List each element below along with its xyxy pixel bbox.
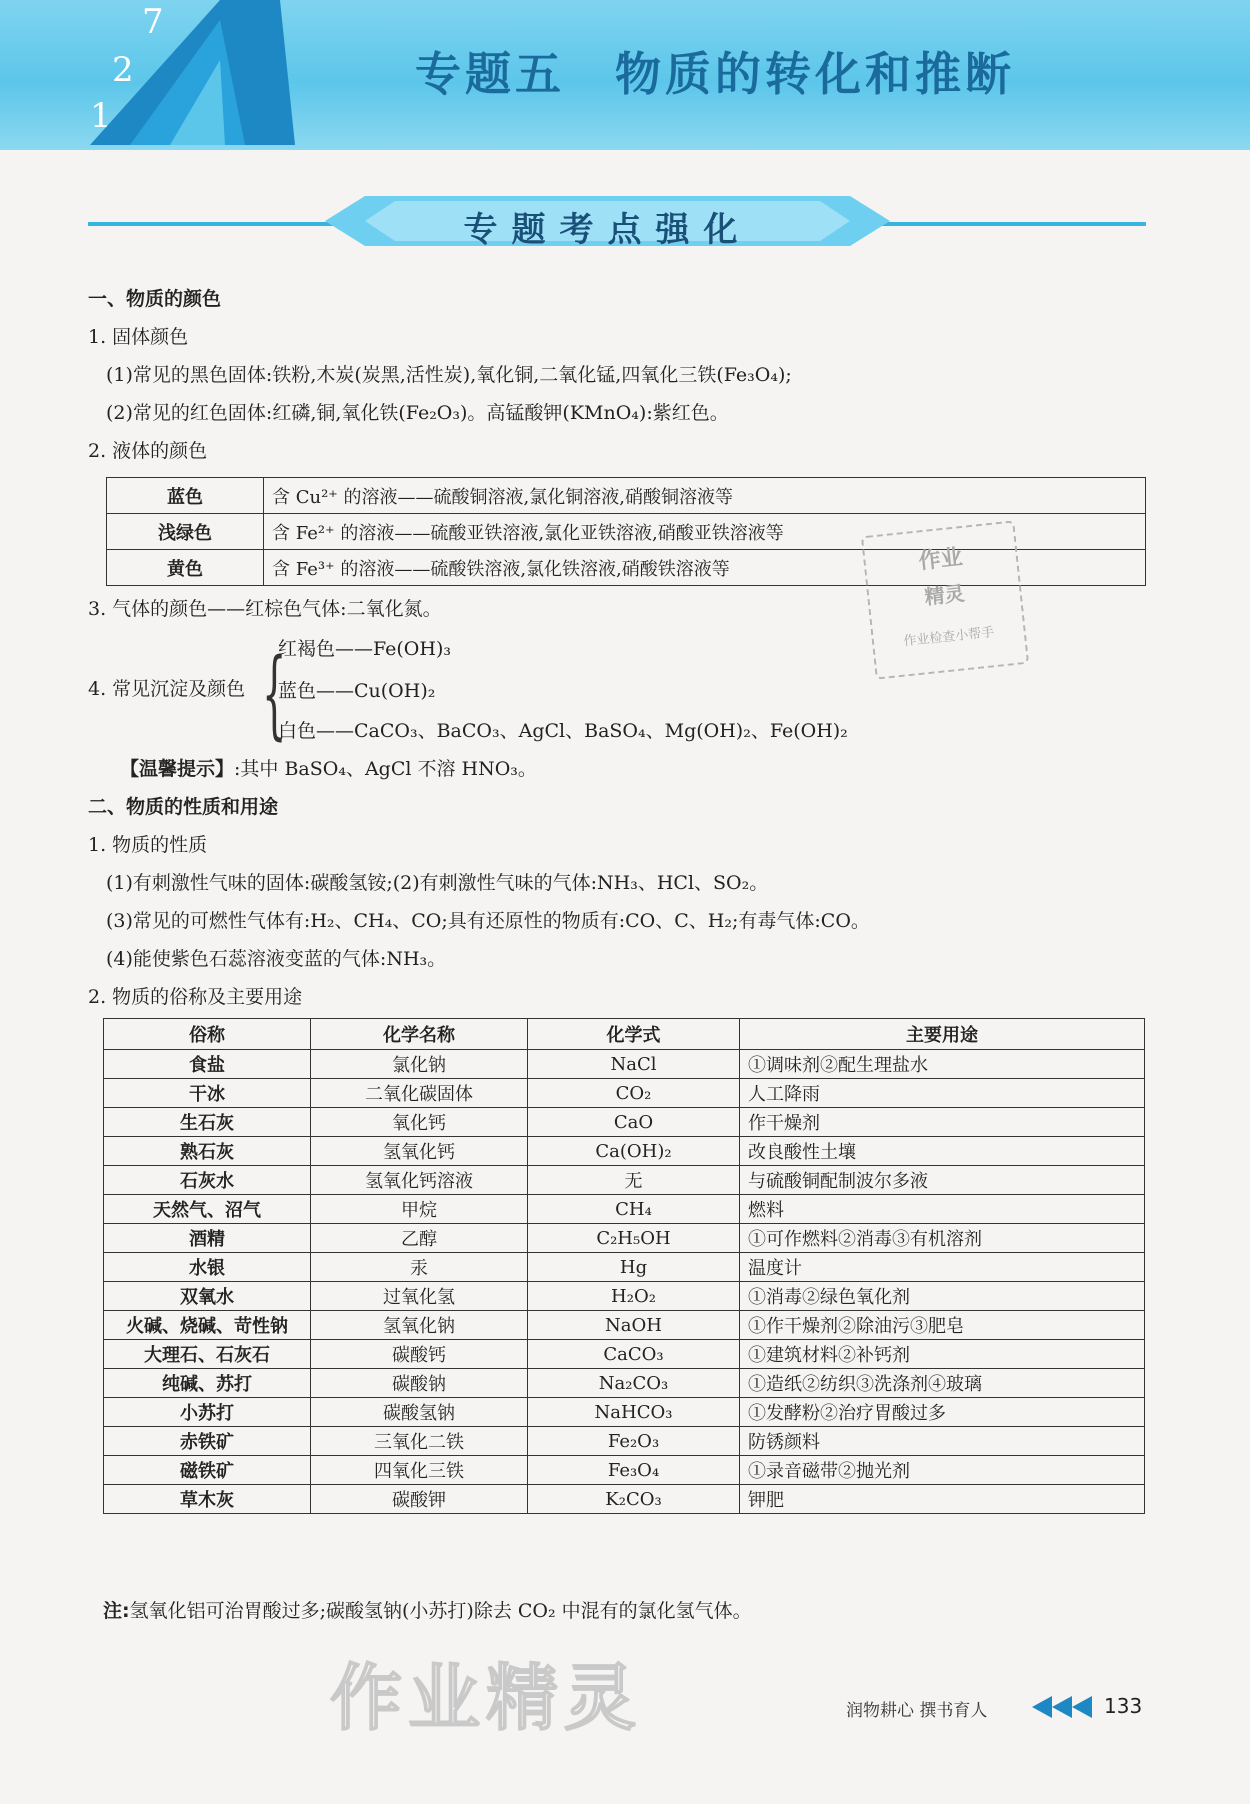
triangle-number-middle: 2 bbox=[112, 50, 134, 90]
chemical-name-cell: 氧化钙 bbox=[311, 1108, 528, 1137]
table-row bbox=[104, 1340, 1145, 1369]
section-divider-right bbox=[878, 222, 1146, 226]
section-banner bbox=[325, 196, 890, 250]
chemical-name-cell: 碳酸氢钠 bbox=[311, 1398, 528, 1427]
formula-cell: Fe₂O₃ bbox=[528, 1427, 740, 1456]
liquid-desc-cell: 含 Fe³⁺ 的溶液——硫酸铁溶液,氯化铁溶液,硝酸铁溶液等 bbox=[264, 550, 1146, 586]
common-name-cell: 磁铁矿 bbox=[104, 1456, 311, 1485]
formula-cell: NaHCO₃ bbox=[528, 1398, 740, 1427]
usage-cell: ①作干燥剂②除油污③肥皂 bbox=[740, 1311, 1145, 1340]
note-line bbox=[103, 1600, 752, 1623]
usage-cell: ①可作燃料②消毒③有机溶剂 bbox=[740, 1224, 1145, 1253]
usage-cell: 人工降雨 bbox=[740, 1079, 1145, 1108]
liquid-desc-cell: 含 Fe²⁺ 的溶液——硫酸亚铁溶液,氯化亚铁溶液,硝酸亚铁溶液等 bbox=[264, 514, 1146, 550]
table-row bbox=[104, 1166, 1145, 1195]
part1-s1-line1: (1)常见的黑色固体:铁粉,木炭(炭黑,活性炭),氧化铜,二氧化锰,四氧化三铁(Fe₃O₄); bbox=[106, 364, 792, 386]
page-title: 专题五 物质的转化和推断 bbox=[415, 47, 1015, 101]
part2-heading: 二、物质的性质和用途 bbox=[88, 796, 279, 818]
chemical-name-cell: 汞 bbox=[311, 1253, 528, 1282]
usage-cell: 防锈颜料 bbox=[740, 1427, 1145, 1456]
usage-cell: 钾肥 bbox=[740, 1485, 1145, 1514]
column-header: 化学名称 bbox=[311, 1019, 528, 1050]
tip-label: 【温馨提示】 bbox=[120, 758, 235, 780]
chemical-name-cell: 甲烷 bbox=[311, 1195, 528, 1224]
part1-s4-title: 4. 常见沉淀及颜色 bbox=[88, 678, 246, 700]
homework-stamp bbox=[861, 520, 1029, 679]
stamp-line3: 作业检查小帮手 bbox=[902, 625, 995, 650]
common-names-table-body bbox=[104, 1050, 1145, 1514]
triangle-number-top: 7 bbox=[142, 2, 164, 42]
header-banner bbox=[0, 0, 1250, 150]
formula-cell: C₂H₅OH bbox=[528, 1224, 740, 1253]
formula-cell: K₂CO₃ bbox=[528, 1485, 740, 1514]
common-name-cell: 水银 bbox=[104, 1253, 311, 1282]
usage-cell: ①发酵粉②治疗胃酸过多 bbox=[740, 1398, 1145, 1427]
common-name-cell: 小苏打 bbox=[104, 1398, 311, 1427]
usage-cell: ①录音磁带②抛光剂 bbox=[740, 1456, 1145, 1485]
usage-cell: ①建筑材料②补钙剂 bbox=[740, 1340, 1145, 1369]
footer-slogan: 润物耕心 撰书育人 bbox=[846, 1701, 988, 1721]
tip-line bbox=[120, 758, 537, 781]
chemical-name-cell: 氢氧化钠 bbox=[311, 1311, 528, 1340]
chemical-name-cell: 四氧化三铁 bbox=[311, 1456, 528, 1485]
chemical-name-cell: 碳酸钾 bbox=[311, 1485, 528, 1514]
formula-cell: Na₂CO₃ bbox=[528, 1369, 740, 1398]
triple-arrow-icon bbox=[1030, 1694, 1096, 1720]
table-row bbox=[104, 1282, 1145, 1311]
part1-s4-branch3: 白色——CaCO₃、BaCO₃、AgCl、BaSO₄、Mg(OH)₂、Fe(OH)₂ bbox=[278, 720, 848, 742]
note-label: 注: bbox=[103, 1600, 130, 1622]
tip-text: :其中 BaSO₄、AgCl 不溶 HNO₃。 bbox=[234, 758, 537, 780]
table-row bbox=[104, 1224, 1145, 1253]
usage-cell: ①调味剂②配生理盐水 bbox=[740, 1050, 1145, 1079]
note-text: 氢氧化铝可治胃酸过多;碳酸氢钠(小苏打)除去 CO₂ 中混有的氯化氢气体。 bbox=[129, 1600, 752, 1622]
formula-cell: 无 bbox=[528, 1166, 740, 1195]
watermark: 作业精灵 bbox=[330, 1656, 643, 1740]
common-name-cell: 石灰水 bbox=[104, 1166, 311, 1195]
table-row bbox=[107, 478, 1146, 514]
chemical-name-cell: 氯化钠 bbox=[311, 1050, 528, 1079]
stamp-line2: 精灵 bbox=[923, 581, 966, 610]
common-name-cell: 赤铁矿 bbox=[104, 1427, 311, 1456]
common-name-cell: 熟石灰 bbox=[104, 1137, 311, 1166]
part1-s1-line2: (2)常见的红色固体:红磷,铜,氧化铁(Fe₂O₃)。高锰酸钾(KMnO₄):紫红色。 bbox=[106, 402, 729, 424]
liquid-desc-cell: 含 Cu²⁺ 的溶液——硫酸铜溶液,氯化铜溶液,硝酸铜溶液等 bbox=[264, 478, 1146, 514]
formula-cell: Ca(OH)₂ bbox=[528, 1137, 740, 1166]
common-name-cell: 双氧水 bbox=[104, 1282, 311, 1311]
liquid-color-cell: 浅绿色 bbox=[107, 514, 264, 550]
page-number: 133 bbox=[1104, 1694, 1143, 1718]
common-names-table bbox=[103, 1018, 1145, 1514]
part1-s4-branch2: 蓝色——Cu(OH)₂ bbox=[278, 680, 436, 702]
brace-icon: { bbox=[262, 638, 287, 750]
chemical-name-cell: 二氧化碳固体 bbox=[311, 1079, 528, 1108]
common-name-cell: 生石灰 bbox=[104, 1108, 311, 1137]
usage-cell: 作干燥剂 bbox=[740, 1108, 1145, 1137]
part2-s1-line1: (1)有刺激性气味的固体:碳酸氢铵;(2)有刺激性气味的气体:NH₃、HCl、SO₂。 bbox=[106, 872, 769, 894]
part2-s2-title: 2. 物质的俗称及主要用途 bbox=[88, 986, 303, 1008]
formula-cell: Fe₃O₄ bbox=[528, 1456, 740, 1485]
table-header-row bbox=[104, 1019, 1145, 1050]
part2-s1-line3: (4)能使紫色石蕊溶液变蓝的气体:NH₃。 bbox=[106, 948, 447, 970]
formula-cell: NaCl bbox=[528, 1050, 740, 1079]
column-header: 主要用途 bbox=[740, 1019, 1145, 1050]
common-name-cell: 天然气、沼气 bbox=[104, 1195, 311, 1224]
table-row bbox=[104, 1485, 1145, 1514]
table-row bbox=[104, 1369, 1145, 1398]
chemical-name-cell: 碳酸钠 bbox=[311, 1369, 528, 1398]
common-name-cell: 纯碱、苏打 bbox=[104, 1369, 311, 1398]
table-row bbox=[104, 1398, 1145, 1427]
column-header: 化学式 bbox=[528, 1019, 740, 1050]
formula-cell: NaOH bbox=[528, 1311, 740, 1340]
common-name-cell: 酒精 bbox=[104, 1224, 311, 1253]
table-row bbox=[104, 1456, 1145, 1485]
liquid-color-cell: 蓝色 bbox=[107, 478, 264, 514]
common-name-cell: 草木灰 bbox=[104, 1485, 311, 1514]
part2-s1-line2: (3)常见的可燃性气体有:H₂、CH₄、CO;具有还原性的物质有:CO、C、H₂;有毒气体:CO。 bbox=[106, 910, 870, 932]
usage-cell: ①造纸②纺织③洗涤剂④玻璃 bbox=[740, 1369, 1145, 1398]
part1-s2-title: 2. 液体的颜色 bbox=[88, 440, 208, 462]
part2-s1-title: 1. 物质的性质 bbox=[88, 834, 208, 856]
chemical-name-cell: 氢氧化钙 bbox=[311, 1137, 528, 1166]
common-name-cell: 大理石、石灰石 bbox=[104, 1340, 311, 1369]
common-name-cell: 食盐 bbox=[104, 1050, 311, 1079]
formula-cell: H₂O₂ bbox=[528, 1282, 740, 1311]
usage-cell: 燃料 bbox=[740, 1195, 1145, 1224]
triangle-number-bottom: 1 bbox=[90, 96, 112, 136]
section-divider-left bbox=[88, 222, 338, 226]
table-row bbox=[104, 1137, 1145, 1166]
liquid-color-cell: 黄色 bbox=[107, 550, 264, 586]
formula-cell: CaCO₃ bbox=[528, 1340, 740, 1369]
table-row bbox=[104, 1427, 1145, 1456]
formula-cell: CO₂ bbox=[528, 1079, 740, 1108]
chemical-name-cell: 过氧化氢 bbox=[311, 1282, 528, 1311]
part1-s3: 3. 气体的颜色——红棕色气体:二氧化氮。 bbox=[88, 598, 442, 620]
table-row bbox=[104, 1050, 1145, 1079]
chemical-name-cell: 三氧化二铁 bbox=[311, 1427, 528, 1456]
formula-cell: CaO bbox=[528, 1108, 740, 1137]
stamp-line1: 作业 bbox=[917, 544, 964, 575]
chemical-name-cell: 氢氧化钙溶液 bbox=[311, 1166, 528, 1195]
chemical-name-cell: 乙醇 bbox=[311, 1224, 528, 1253]
section-banner-title: 专题考点强化 bbox=[463, 210, 752, 250]
usage-cell: 与硫酸铜配制波尔多液 bbox=[740, 1166, 1145, 1195]
formula-cell: Hg bbox=[528, 1253, 740, 1282]
formula-cell: CH₄ bbox=[528, 1195, 740, 1224]
table-row bbox=[104, 1079, 1145, 1108]
table-row bbox=[104, 1108, 1145, 1137]
part1-heading: 一、物质的颜色 bbox=[88, 288, 222, 310]
usage-cell: 温度计 bbox=[740, 1253, 1145, 1282]
usage-cell: 改良酸性土壤 bbox=[740, 1137, 1145, 1166]
column-header: 俗称 bbox=[104, 1019, 311, 1050]
part1-s1-title: 1. 固体颜色 bbox=[88, 326, 189, 348]
chemical-name-cell: 碳酸钙 bbox=[311, 1340, 528, 1369]
table-row bbox=[104, 1195, 1145, 1224]
common-name-cell: 干冰 bbox=[104, 1079, 311, 1108]
part1-s4-branch1: 红褐色——Fe(OH)₃ bbox=[278, 638, 451, 660]
table-row bbox=[104, 1311, 1145, 1340]
table-row bbox=[104, 1253, 1145, 1282]
usage-cell: ①消毒②绿色氧化剂 bbox=[740, 1282, 1145, 1311]
common-name-cell: 火碱、烧碱、苛性钠 bbox=[104, 1311, 311, 1340]
